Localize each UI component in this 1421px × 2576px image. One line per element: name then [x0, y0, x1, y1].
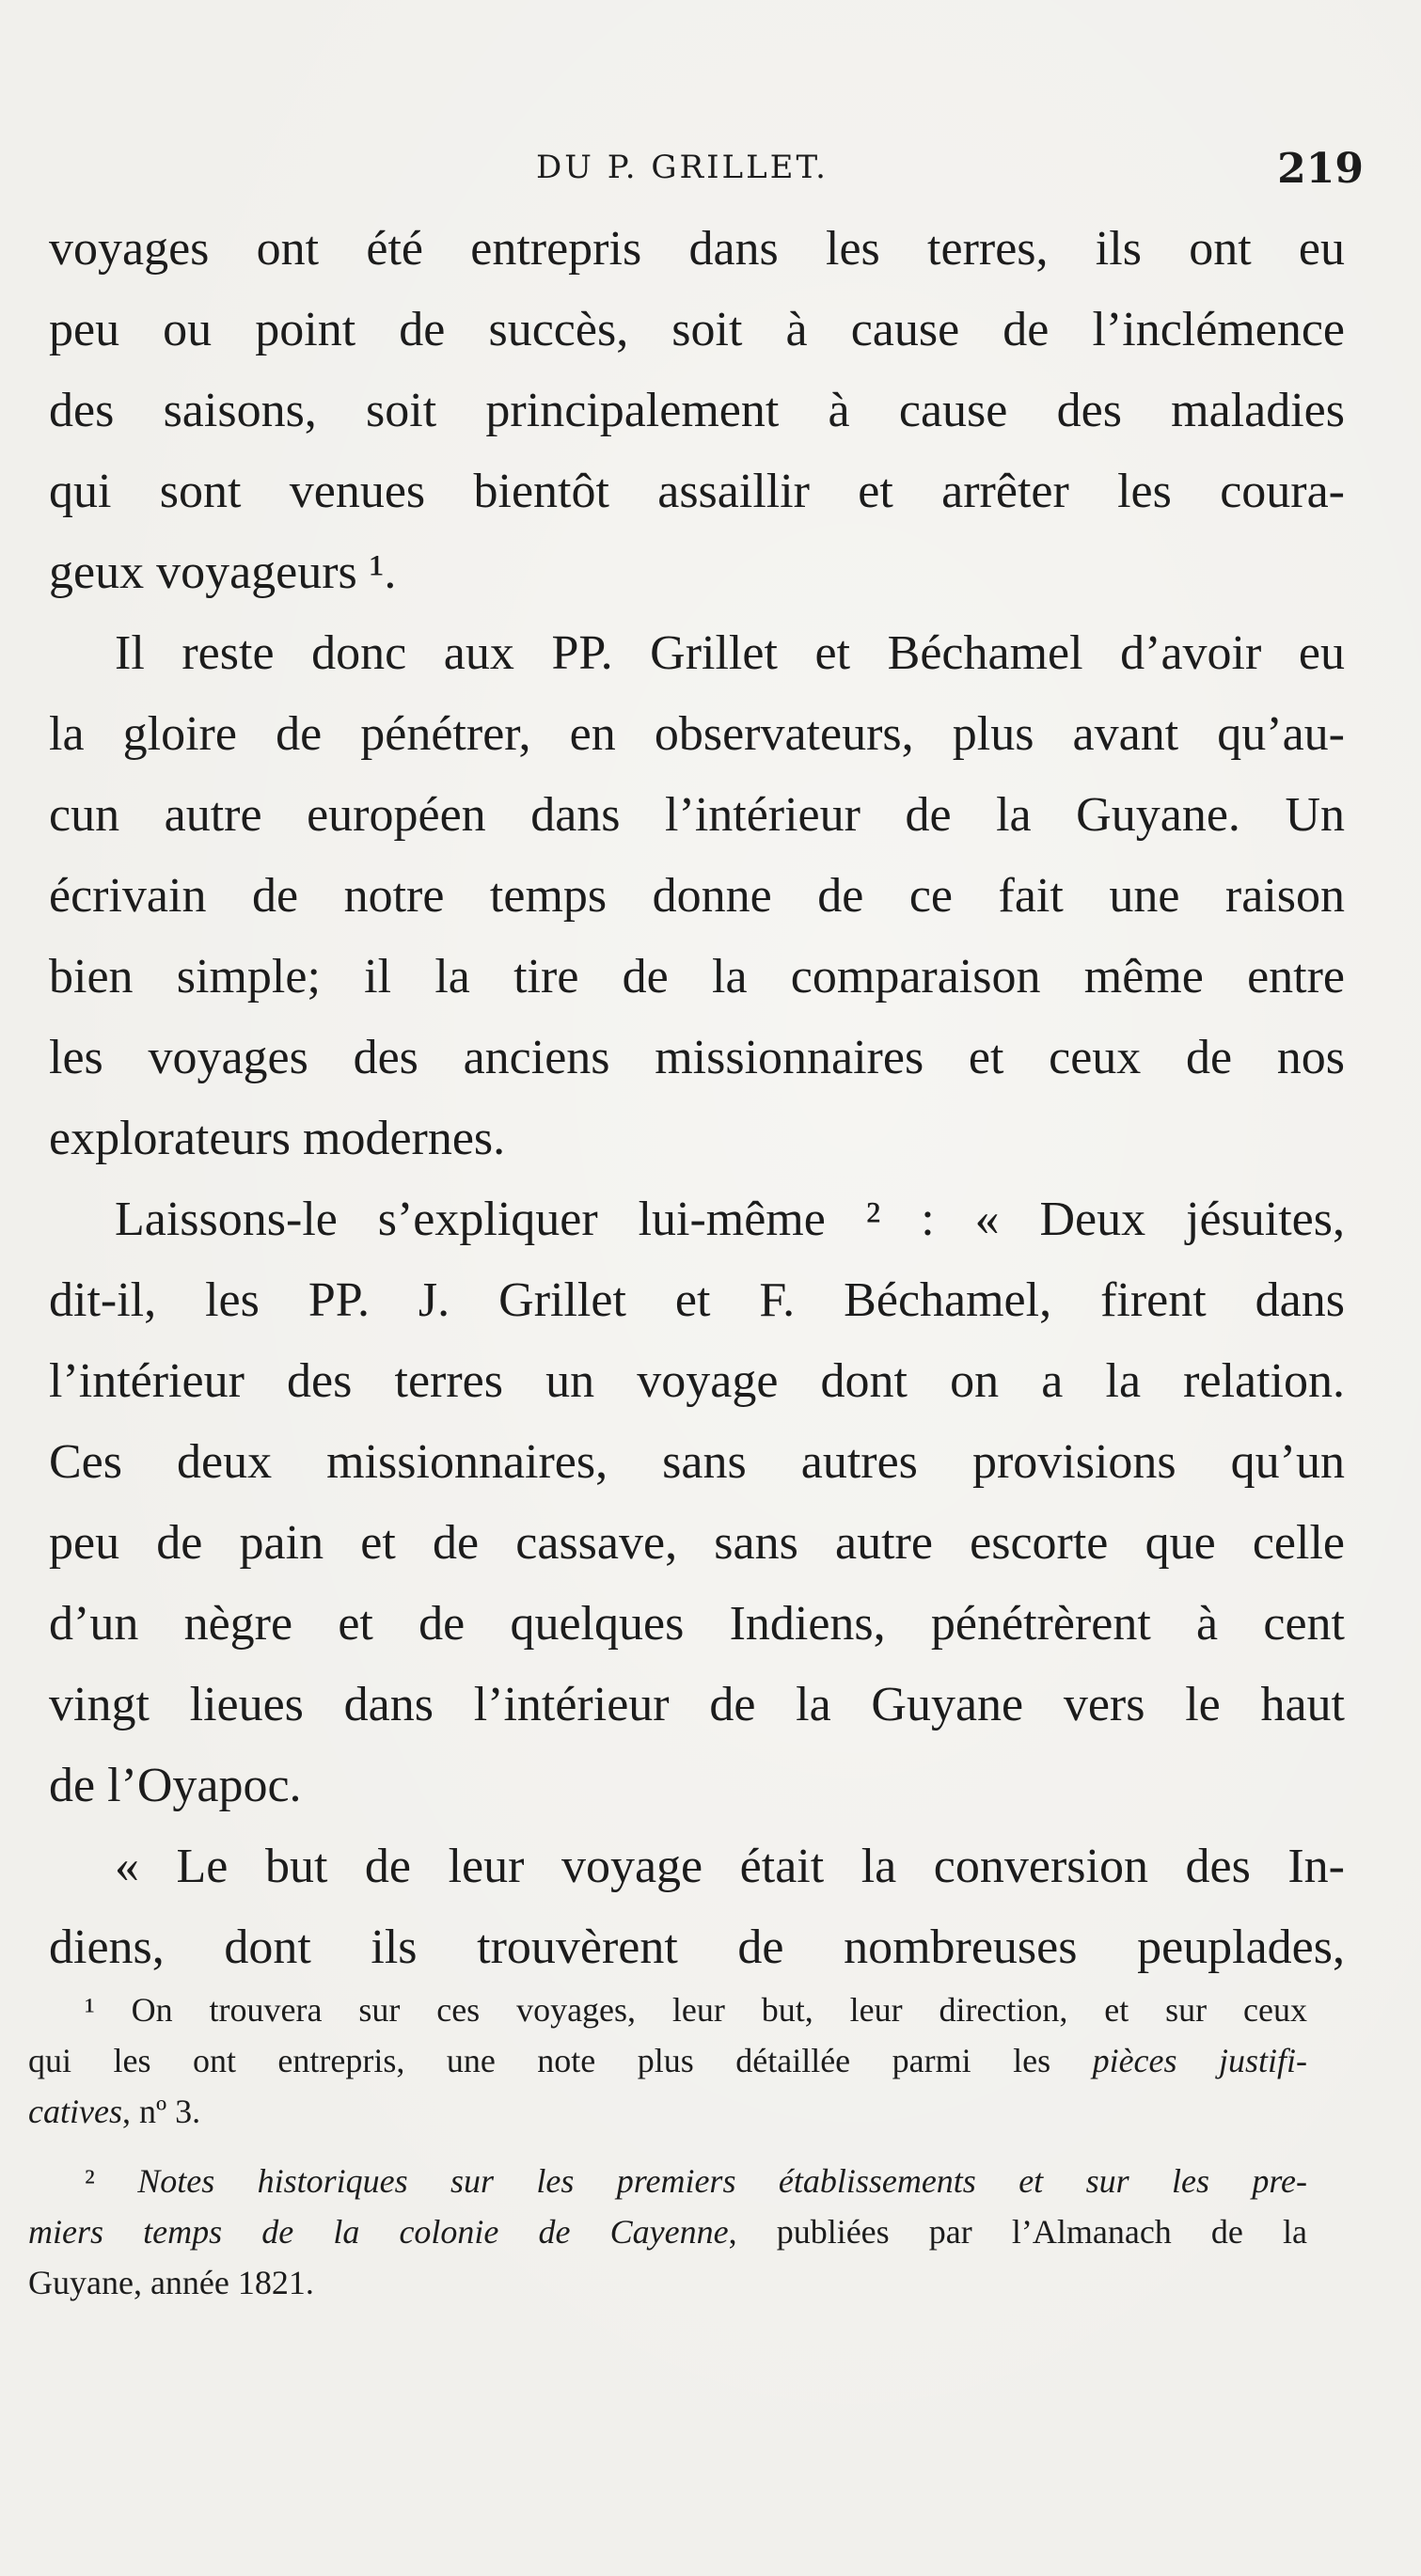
footnote-2-title: Notes historiques sur les premiers établissements et sur les pre- — [137, 2162, 1308, 2200]
text-line: peu ou point de succès, soit à cause de l’inclémence — [49, 303, 1345, 356]
page-number: 219 — [1277, 145, 1364, 193]
text-line: qui sont venues bientôt assaillir et arrêter les coura- — [49, 465, 1345, 518]
running-title: DU P. GRILLET. — [536, 149, 829, 186]
footnote-1-italic: pièces justifi- — [1092, 2042, 1307, 2079]
footnote-1-line-1: ¹ On trouvera sur ces voyages, leur but, leur direction, et sur ceux — [85, 1991, 1307, 2029]
text-line: vingt lieues dans l’intérieur de la Guyane vers le haut — [49, 1678, 1345, 1731]
text-line: d’un nègre et de quelques Indiens, pénétrèrent à cent — [49, 1597, 1345, 1651]
text-line: écrivain de notre temps donne de ce fait une raison — [49, 869, 1345, 923]
footnote-1-text: qui les ont entrepris, une note plus détaillée parmi les — [28, 2042, 1051, 2079]
text-line: Ces deux missionnaires, sans autres provisions qu’un — [49, 1435, 1345, 1489]
text-line: des saisons, soit principalement à cause des maladies — [49, 384, 1345, 437]
text-line: peu de pain et de cassave, sans autre escorte que celle — [49, 1516, 1345, 1570]
footnote-2-line-2 — [28, 2206, 1307, 2257]
text-line: voyages ont été entrepris dans les terres, ils ont eu — [49, 222, 1345, 276]
footnote-2-title-cont: miers temps de la colonie de Cayenne — [28, 2213, 729, 2251]
text-line: les voyages des anciens missionnaires et ceux de nos — [49, 1031, 1345, 1084]
running-head — [38, 145, 1364, 205]
body-text — [49, 209, 1345, 1988]
text-line: cun autre européen dans l’intérieur de la Guyane. Un — [49, 788, 1345, 842]
text-line: l’intérieur des terres un voyage dont on a la relation. — [49, 1354, 1345, 1408]
footnote-2-line-3: Guyane, année 1821. — [28, 2264, 314, 2301]
footnote-2-marker: ² — [85, 2162, 95, 2200]
text-line: Il reste donc aux PP. Grillet et Béchamel d’avoir eu — [115, 626, 1345, 680]
text-line: Laissons-le s’expliquer lui-même ² : « Deux jésuites, — [115, 1193, 1345, 1246]
text-line: « Le but de leur voyage était la conversion des In- — [115, 1840, 1345, 1893]
footnote-1-line-2 — [28, 2035, 1307, 2086]
footnotes — [28, 1984, 1307, 2308]
text-line: geux voyageurs ¹. — [49, 545, 397, 599]
text-line: de l’Oyapoc. — [49, 1759, 302, 1812]
text-line: diens, dont ils trouvèrent de nombreuses peuplades, — [49, 1920, 1345, 1974]
footnote-2-text: , publiées par l’Almanach de la — [728, 2213, 1307, 2251]
footnote-1-line-3 — [28, 2086, 1307, 2137]
text-line: dit-il, les PP. J. Grillet et F. Béchamel, firent dans — [49, 1273, 1345, 1327]
footnote-2-line-1 — [28, 2156, 1307, 2206]
text-line: explorateurs modernes. — [49, 1112, 506, 1165]
text-line: la gloire de pénétrer, en observateurs, plus avant qu’au- — [49, 707, 1345, 761]
text-line: bien simple; il la tire de la comparaison même entre — [49, 950, 1345, 1004]
footnote-1-italic-cont: catives — [28, 2093, 122, 2130]
footnote-1-ref: , nº 3. — [121, 2093, 201, 2130]
